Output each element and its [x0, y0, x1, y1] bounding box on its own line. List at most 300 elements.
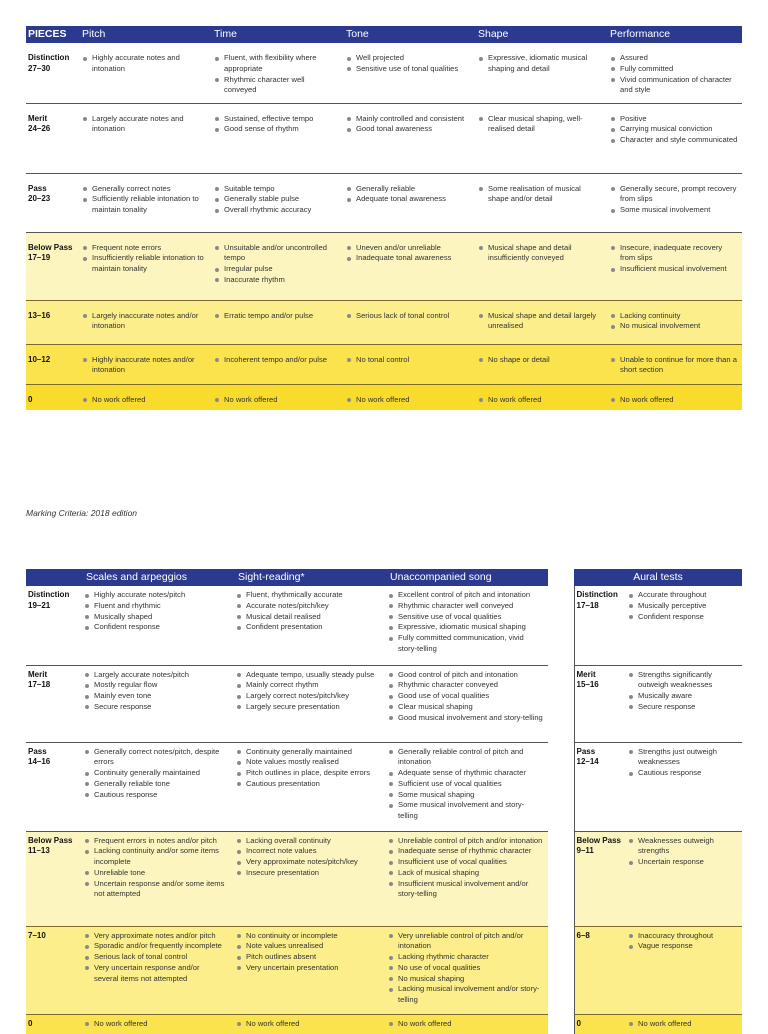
- pieces-criteria-table: [26, 26, 742, 410]
- criteria-list: [346, 355, 470, 366]
- criteria-item: Highly accurate notes/pitch: [84, 590, 226, 601]
- criteria-cell: [210, 232, 342, 300]
- criteria-item: Fluent, rhythmically accurate: [236, 590, 378, 601]
- criteria-cell: [342, 103, 474, 173]
- criteria-item: Very uncertain response and/or several items not attempted: [84, 963, 226, 985]
- criteria-item: Some realisation of musical shape and/or detail: [478, 184, 602, 206]
- grade-label: 11–13: [28, 846, 50, 855]
- grade-cell: [26, 300, 78, 344]
- table-row: [26, 586, 742, 665]
- criteria-item: Adequate tempo, usually steady pulse: [236, 670, 378, 681]
- grade-label: Below Pass: [28, 835, 73, 845]
- grade-cell: [26, 831, 78, 926]
- criteria-item: Largely accurate notes/pitch: [84, 670, 226, 681]
- criteria-list: [346, 184, 470, 206]
- criteria-item: Very approximate notes/pitch/key: [236, 857, 378, 868]
- column-gap: [548, 831, 574, 926]
- grade-label: Merit: [576, 669, 596, 679]
- table-row: [26, 831, 742, 926]
- criteria-cell: [474, 43, 606, 103]
- criteria-item: Good tonal awareness: [346, 124, 470, 135]
- grade-label: 17–18: [576, 600, 599, 610]
- criteria-item: No tonal control: [346, 355, 470, 366]
- grade-label: 10–12: [28, 354, 51, 364]
- criteria-cell: [474, 300, 606, 344]
- criteria-list: [214, 243, 338, 286]
- criteria-item: Some musical involvement: [610, 205, 738, 216]
- criteria-item: Musical shape and detail largely unrealised: [478, 311, 602, 333]
- criteria-item: Generally stable pulse: [214, 194, 338, 205]
- criteria-item: No musical involvement: [610, 321, 738, 332]
- criteria-item: Fluent, with flexibility where appropriate: [214, 53, 338, 75]
- criteria-cell: [210, 384, 342, 410]
- criteria-cell: [78, 586, 230, 665]
- criteria-cell: [342, 384, 474, 410]
- table-header-row: [26, 26, 742, 43]
- criteria-item: Rhythmic character well conveyed: [388, 601, 544, 612]
- criteria-cell: [78, 831, 230, 926]
- grade-label: Distinction: [28, 590, 70, 599]
- criteria-cell: [474, 173, 606, 232]
- criteria-list: [610, 355, 738, 377]
- criteria-item: Insufficient use of vocal qualities: [388, 857, 544, 868]
- criteria-item: Expressive, idiomatic musical shaping: [388, 622, 544, 633]
- column-header: Time: [210, 26, 342, 43]
- criteria-cell: [230, 586, 382, 665]
- column-gap: [548, 926, 574, 1014]
- grade-cell: [26, 742, 78, 831]
- criteria-cell: [382, 1014, 548, 1034]
- criteria-item: Frequent errors in notes and/or pitch: [84, 836, 226, 847]
- criteria-item: Inaccuracy throughout: [628, 931, 738, 942]
- criteria-list: [82, 53, 206, 75]
- criteria-list: [236, 590, 378, 633]
- criteria-item: Insufficient musical involvement and/or story-telling: [388, 879, 544, 901]
- grade-cell: [26, 173, 78, 232]
- criteria-cell: [230, 665, 382, 742]
- criteria-item: Note values unrealised: [236, 941, 378, 952]
- grade-label: 14–16: [28, 757, 51, 766]
- grade-label: 15–16: [576, 680, 599, 689]
- criteria-list: [82, 184, 206, 216]
- grade-label: Merit: [28, 669, 48, 679]
- criteria-item: Insecure presentation: [236, 868, 378, 879]
- criteria-item: Incorrect note values: [236, 846, 378, 857]
- tests-criteria-table: [26, 569, 742, 1034]
- criteria-list: [478, 53, 602, 75]
- criteria-cell: [342, 43, 474, 103]
- grade-label: 17–19: [28, 253, 51, 262]
- criteria-list: [628, 747, 738, 779]
- column-header: Tone: [342, 26, 474, 43]
- criteria-item: Positive: [610, 114, 738, 125]
- criteria-list: [214, 395, 338, 406]
- criteria-item: Lacking musical involvement and/or story-telling: [388, 984, 544, 1006]
- criteria-list: [84, 670, 226, 713]
- column-header: Pitch: [78, 26, 210, 43]
- criteria-item: No work offered: [236, 1019, 378, 1030]
- criteria-item: Frequent note errors: [82, 243, 206, 254]
- criteria-list: [478, 395, 602, 406]
- criteria-item: Largely secure presentation: [236, 702, 378, 713]
- criteria-item: Cautious presentation: [236, 779, 378, 790]
- criteria-cell: [78, 926, 230, 1014]
- criteria-item: Inadequate sense of rhythmic character: [388, 846, 544, 857]
- grade-label: 7–10: [28, 930, 46, 940]
- criteria-list: [388, 670, 544, 724]
- criteria-item: Some musical involvement and story-telling: [388, 800, 544, 822]
- criteria-cell: [230, 742, 382, 831]
- criteria-list: [346, 114, 470, 136]
- criteria-list: [214, 355, 338, 366]
- grade-label: Merit: [28, 113, 48, 123]
- criteria-cell: [342, 173, 474, 232]
- criteria-cell: [606, 43, 742, 103]
- grade-cell: [26, 1014, 78, 1034]
- criteria-list: [214, 114, 338, 136]
- criteria-cell: [78, 344, 210, 384]
- criteria-item: Sensitive use of vocal qualities: [388, 612, 544, 623]
- criteria-item: Uneven and/or unreliable: [346, 243, 470, 254]
- criteria-item: Very unreliable control of pitch and/or intonation: [388, 931, 544, 953]
- criteria-list: [236, 931, 378, 974]
- criteria-list: [478, 355, 602, 366]
- criteria-item: Weaknesses outweigh strengths: [628, 836, 738, 858]
- table-header-row: [26, 569, 742, 586]
- criteria-item: No work offered: [628, 1019, 738, 1030]
- criteria-item: Overall rhythmic accuracy: [214, 205, 338, 216]
- criteria-cell: [606, 384, 742, 410]
- table-row: [26, 384, 742, 410]
- criteria-item: Lack of musical shaping: [388, 868, 544, 879]
- criteria-cell: [78, 43, 210, 103]
- criteria-list: [388, 747, 544, 823]
- grade-cell: [574, 742, 626, 831]
- criteria-list: [478, 184, 602, 206]
- column-gap: [548, 569, 574, 586]
- grade-label: Pass: [28, 183, 47, 193]
- criteria-item: Assured: [610, 53, 738, 64]
- criteria-cell: [382, 665, 548, 742]
- grade-cell: [26, 232, 78, 300]
- criteria-item: Adequate tonal awareness: [346, 194, 470, 205]
- criteria-cell: [626, 665, 742, 742]
- table-row: [26, 232, 742, 300]
- criteria-item: No work offered: [388, 1019, 544, 1030]
- criteria-item: Incoherent tempo and/or pulse: [214, 355, 338, 366]
- criteria-item: Good musical involvement and story-telling: [388, 713, 544, 724]
- column-header: Scales and arpeggios: [78, 569, 230, 586]
- column-gap: [548, 586, 574, 665]
- criteria-cell: [474, 232, 606, 300]
- criteria-item: Clear musical shaping: [388, 702, 544, 713]
- criteria-item: No use of vocal qualities: [388, 963, 544, 974]
- criteria-item: Musical shape and detail insufficiently conveyed: [478, 243, 602, 265]
- criteria-cell: [230, 1014, 382, 1034]
- criteria-list: [478, 243, 602, 265]
- criteria-item: Highly accurate notes and intonation: [82, 53, 206, 75]
- column-header: Shape: [474, 26, 606, 43]
- criteria-list: [82, 311, 206, 333]
- grade-label: Below Pass: [28, 242, 73, 252]
- criteria-list: [236, 747, 378, 790]
- criteria-cell: [230, 831, 382, 926]
- criteria-list: [346, 53, 470, 75]
- criteria-item: Vague response: [628, 941, 738, 952]
- table-row: [26, 173, 742, 232]
- criteria-list: [628, 836, 738, 868]
- table-row: [26, 1014, 742, 1034]
- criteria-cell: [78, 103, 210, 173]
- criteria-item: Irregular pulse: [214, 264, 338, 275]
- criteria-cell: [78, 232, 210, 300]
- criteria-item: No shape or detail: [478, 355, 602, 366]
- criteria-cell: [342, 232, 474, 300]
- criteria-cell: [606, 232, 742, 300]
- criteria-item: No musical shaping: [388, 974, 544, 985]
- criteria-item: Confident response: [84, 622, 226, 633]
- criteria-item: Secure response: [628, 702, 738, 713]
- criteria-item: No work offered: [82, 395, 206, 406]
- grade-label: 0: [28, 1018, 33, 1028]
- criteria-item: Carrying musical conviction: [610, 124, 738, 135]
- criteria-item: Musically perceptive: [628, 601, 738, 612]
- criteria-item: Serious lack of tonal control: [84, 952, 226, 963]
- criteria-item: Unable to continue for more than a short section: [610, 355, 738, 377]
- criteria-item: Strengths significantly outweigh weaknesses: [628, 670, 738, 692]
- criteria-cell: [474, 103, 606, 173]
- criteria-item: Pitch outlines in place, despite errors: [236, 768, 378, 779]
- criteria-list: [610, 395, 738, 406]
- criteria-list: [82, 114, 206, 136]
- table-row: [26, 665, 742, 742]
- criteria-cell: [606, 173, 742, 232]
- criteria-list: [610, 243, 738, 275]
- criteria-cell: [210, 173, 342, 232]
- criteria-item: Mostly regular flow: [84, 680, 226, 691]
- grade-cell: [574, 1014, 626, 1034]
- criteria-cell: [230, 926, 382, 1014]
- criteria-list: [214, 311, 338, 322]
- criteria-item: Confident presentation: [236, 622, 378, 633]
- criteria-item: Secure response: [84, 702, 226, 713]
- criteria-cell: [78, 742, 230, 831]
- criteria-cell: [78, 665, 230, 742]
- criteria-item: Musically aware: [628, 691, 738, 702]
- criteria-item: Mainly correct rhythm: [236, 680, 378, 691]
- criteria-cell: [78, 173, 210, 232]
- criteria-item: Expressive, idiomatic musical shaping and detail: [478, 53, 602, 75]
- criteria-item: Fully committed communication, vivid story-telling: [388, 633, 544, 655]
- criteria-item: Confident response: [628, 612, 738, 623]
- criteria-item: Character and style communicated: [610, 135, 738, 146]
- criteria-list: [346, 311, 470, 322]
- column-header: [26, 569, 78, 586]
- grade-label: 0: [576, 1018, 581, 1028]
- criteria-item: Pitch outlines absent: [236, 952, 378, 963]
- column-header: Sight-reading*: [230, 569, 382, 586]
- criteria-item: Unreliable control of pitch and/or intonation: [388, 836, 544, 847]
- criteria-item: Continuity generally maintained: [84, 768, 226, 779]
- table-row: [26, 344, 742, 384]
- grade-label: 9–11: [576, 846, 594, 855]
- criteria-list: [346, 243, 470, 265]
- grade-label: 20–23: [28, 194, 51, 203]
- grade-cell: [26, 344, 78, 384]
- criteria-item: No continuity or incomplete: [236, 931, 378, 942]
- criteria-cell: [210, 300, 342, 344]
- criteria-item: Very uncertain presentation: [236, 963, 378, 974]
- criteria-item: Rhythmic character conveyed: [388, 680, 544, 691]
- criteria-item: Lacking overall continuity: [236, 836, 378, 847]
- column-gap: [548, 742, 574, 831]
- criteria-list: [388, 836, 544, 901]
- grade-cell: [26, 43, 78, 103]
- criteria-cell: [626, 1014, 742, 1034]
- column-header: Performance: [606, 26, 742, 43]
- table-row: [26, 43, 742, 103]
- criteria-item: Vivid communication of character and style: [610, 75, 738, 97]
- criteria-item: No work offered: [478, 395, 602, 406]
- grade-label: Pass: [576, 746, 596, 756]
- criteria-list: [236, 670, 378, 713]
- grade-label: 24–26: [28, 124, 51, 133]
- criteria-cell: [342, 344, 474, 384]
- column-header: Aural tests: [574, 569, 742, 586]
- grade-label: Distinction: [576, 590, 618, 599]
- criteria-item: Generally secure, prompt recovery from slips: [610, 184, 738, 206]
- criteria-item: Good use of vocal qualities: [388, 691, 544, 702]
- criteria-item: Generally reliable control of pitch and intonation: [388, 747, 544, 769]
- grade-label: 27–30: [28, 63, 51, 73]
- grade-cell: [574, 665, 626, 742]
- criteria-list: [84, 931, 226, 985]
- grade-label: 12–14: [576, 757, 599, 766]
- grade-cell: [26, 586, 78, 665]
- criteria-item: Excellent control of pitch and intonation: [388, 590, 544, 601]
- grade-label: 17–18: [28, 680, 51, 689]
- criteria-list: [610, 114, 738, 146]
- criteria-item: Adequate sense of rhythmic character: [388, 768, 544, 779]
- criteria-item: Mainly controlled and consistent: [346, 114, 470, 125]
- criteria-list: [84, 590, 226, 633]
- grade-label: Distinction: [28, 53, 70, 62]
- criteria-list: [82, 395, 206, 406]
- criteria-cell: [78, 384, 210, 410]
- criteria-item: Largely correct notes/pitch/key: [236, 691, 378, 702]
- criteria-list: [628, 931, 738, 953]
- grade-label: 19–21: [28, 600, 51, 610]
- criteria-cell: [382, 742, 548, 831]
- criteria-list: [82, 243, 206, 275]
- criteria-item: Sufficiently reliable intonation to maintain tonality: [82, 194, 206, 216]
- grade-label: 0: [28, 394, 33, 404]
- criteria-item: Suitable tempo: [214, 184, 338, 195]
- criteria-item: Accurate notes/pitch/key: [236, 601, 378, 612]
- criteria-cell: [606, 300, 742, 344]
- criteria-list: [236, 836, 378, 879]
- criteria-cell: [626, 586, 742, 665]
- criteria-list: [628, 590, 738, 622]
- grade-label: Pass: [28, 746, 47, 756]
- criteria-item: Good control of pitch and intonation: [388, 670, 544, 681]
- criteria-item: Some musical shaping: [388, 790, 544, 801]
- criteria-item: Sensitive use of tonal qualities: [346, 64, 470, 75]
- criteria-item: Generally correct notes: [82, 184, 206, 195]
- criteria-item: Generally correct notes/pitch, despite errors: [84, 747, 226, 769]
- criteria-item: Largely accurate notes and intonation: [82, 114, 206, 136]
- criteria-item: Lacking continuity: [610, 311, 738, 322]
- table-row: [26, 742, 742, 831]
- grade-label: 13–16: [28, 310, 51, 320]
- column-header: PIECES: [26, 26, 78, 43]
- criteria-item: Note values mostly realised: [236, 757, 378, 768]
- criteria-cell: [210, 344, 342, 384]
- grade-cell: [574, 586, 626, 665]
- criteria-item: Lacking rhythmic character: [388, 952, 544, 963]
- criteria-cell: [382, 926, 548, 1014]
- grade-cell: [26, 926, 78, 1014]
- criteria-item: Largely inaccurate notes and/or intonation: [82, 311, 206, 333]
- criteria-item: Unsuitable and/or uncontrolled tempo: [214, 243, 338, 265]
- criteria-cell: [78, 300, 210, 344]
- criteria-item: Uncertain response and/or some items not attempted: [84, 879, 226, 901]
- criteria-list: [478, 311, 602, 333]
- table-row: [26, 926, 742, 1014]
- criteria-item: No work offered: [84, 1019, 226, 1030]
- criteria-cell: [606, 344, 742, 384]
- criteria-item: Mainly even tone: [84, 691, 226, 702]
- criteria-item: Clear musical shaping, well-realised detail: [478, 114, 602, 136]
- criteria-list: [610, 53, 738, 96]
- criteria-item: Well projected: [346, 53, 470, 64]
- criteria-cell: [474, 384, 606, 410]
- criteria-item: Cautious response: [84, 790, 226, 801]
- criteria-item: Insufficient musical involvement: [610, 264, 738, 275]
- criteria-item: Musical detail realised: [236, 612, 378, 623]
- criteria-list: [84, 747, 226, 801]
- grade-label: Below Pass: [576, 835, 621, 845]
- criteria-item: Insufficiently reliable intonation to maintain tonality: [82, 253, 206, 275]
- grade-cell: [574, 926, 626, 1014]
- criteria-list: [214, 53, 338, 96]
- table-row: [26, 300, 742, 344]
- criteria-cell: [342, 300, 474, 344]
- criteria-cell: [382, 831, 548, 926]
- criteria-item: Very approximate notes and/or pitch: [84, 931, 226, 942]
- table-row: [26, 103, 742, 173]
- criteria-item: No work offered: [610, 395, 738, 406]
- criteria-item: Uncertain response: [628, 857, 738, 868]
- criteria-cell: [210, 43, 342, 103]
- criteria-list: [610, 184, 738, 216]
- criteria-list: [478, 114, 602, 136]
- criteria-item: Erratic tempo and/or pulse: [214, 311, 338, 322]
- criteria-item: Generally reliable: [346, 184, 470, 195]
- criteria-cell: [606, 103, 742, 173]
- criteria-item: Musically shaped: [84, 612, 226, 623]
- grade-label: 6–8: [576, 930, 590, 940]
- criteria-cell: [474, 344, 606, 384]
- criteria-item: Sufficient use of vocal qualities: [388, 779, 544, 790]
- column-header: Unaccompanied song: [382, 569, 548, 586]
- criteria-cell: [382, 586, 548, 665]
- criteria-cell: [210, 103, 342, 173]
- criteria-list: [84, 836, 226, 901]
- column-gap: [548, 1014, 574, 1034]
- criteria-item: Lacking continuity and/or some items incomplete: [84, 846, 226, 868]
- grade-cell: [26, 665, 78, 742]
